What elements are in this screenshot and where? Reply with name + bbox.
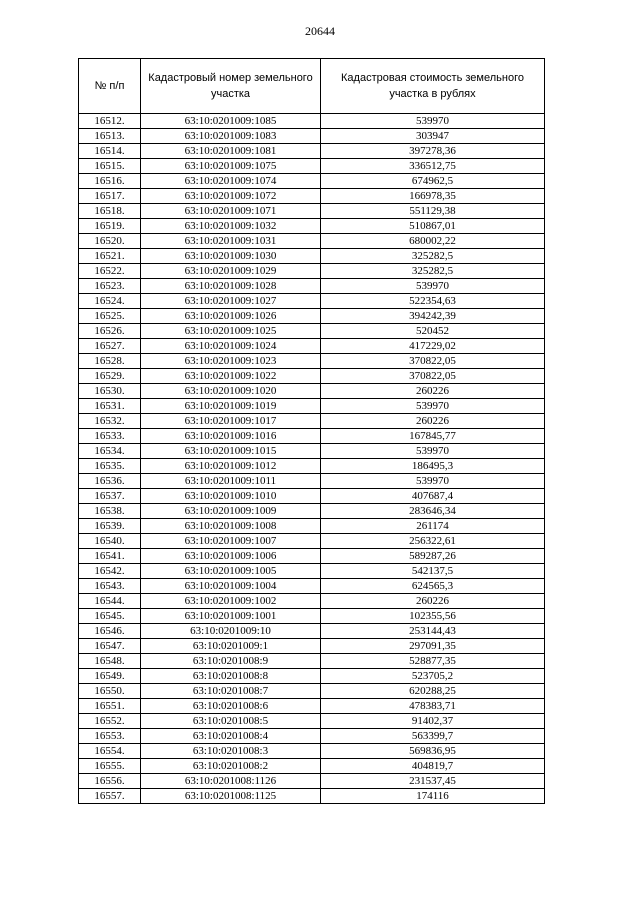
table-row <box>79 624 545 639</box>
cadastral-number-cell: 63:10:0201009:1015 <box>141 444 321 459</box>
cadastral-number-cell: 63:10:0201009:1083 <box>141 129 321 144</box>
table-row <box>79 339 545 354</box>
table-body <box>79 114 545 804</box>
cadastral-number-cell: 63:10:0201009:1027 <box>141 294 321 309</box>
table-row <box>79 609 545 624</box>
header-row <box>79 59 545 114</box>
cadastral-value-cell: 303947 <box>321 129 545 144</box>
row-number-cell: 16544. <box>79 594 141 609</box>
row-number-cell: 16538. <box>79 504 141 519</box>
cadastral-value-cell: 624565,3 <box>321 579 545 594</box>
cadastral-number-cell: 63:10:0201009:1030 <box>141 249 321 264</box>
cadastral-value-cell: 551129,38 <box>321 204 545 219</box>
cadastral-value-cell: 523705,2 <box>321 669 545 684</box>
cadastral-number-cell: 63:10:0201009:1002 <box>141 594 321 609</box>
row-number-cell: 16528. <box>79 354 141 369</box>
cadastral-value-table <box>78 58 545 804</box>
row-number-cell: 16551. <box>79 699 141 714</box>
cadastral-number-cell: 63:10:0201009:1074 <box>141 174 321 189</box>
cadastral-value-cell: 253144,43 <box>321 624 545 639</box>
cadastral-value-cell: 260226 <box>321 414 545 429</box>
row-number-cell: 16521. <box>79 249 141 264</box>
table-row <box>79 474 545 489</box>
cadastral-number-cell: 63:10:0201009:1001 <box>141 609 321 624</box>
cadastral-value-cell: 370822,05 <box>321 369 545 384</box>
cadastral-value-cell: 231537,45 <box>321 774 545 789</box>
row-number-cell: 16527. <box>79 339 141 354</box>
table-row <box>79 684 545 699</box>
table-row <box>79 324 545 339</box>
header-cadastral-value: Кадастровая стоимость земельного участка в рублях <box>321 59 545 114</box>
row-number-cell: 16517. <box>79 189 141 204</box>
cadastral-number-cell: 63:10:0201008:1125 <box>141 789 321 804</box>
table-row <box>79 249 545 264</box>
row-number-cell: 16537. <box>79 489 141 504</box>
cadastral-value-cell: 417229,02 <box>321 339 545 354</box>
row-number-cell: 16515. <box>79 159 141 174</box>
cadastral-value-cell: 256322,61 <box>321 534 545 549</box>
row-number-cell: 16553. <box>79 729 141 744</box>
cadastral-number-cell: 63:10:0201008:1126 <box>141 774 321 789</box>
table-row <box>79 549 545 564</box>
table-header <box>79 59 545 114</box>
row-number-cell: 16552. <box>79 714 141 729</box>
cadastral-value-cell: 539970 <box>321 399 545 414</box>
cadastral-number-cell: 63:10:0201008:2 <box>141 759 321 774</box>
cadastral-value-cell: 336512,75 <box>321 159 545 174</box>
cadastral-number-cell: 63:10:0201009:1072 <box>141 189 321 204</box>
table-row <box>79 129 545 144</box>
row-number-cell: 16512. <box>79 114 141 129</box>
cadastral-value-cell: 260226 <box>321 384 545 399</box>
table-row <box>79 459 545 474</box>
cadastral-number-cell: 63:10:0201009:1010 <box>141 489 321 504</box>
row-number-cell: 16524. <box>79 294 141 309</box>
table-row <box>79 759 545 774</box>
table-row <box>79 594 545 609</box>
cadastral-value-cell: 539970 <box>321 114 545 129</box>
cadastral-number-cell: 63:10:0201009:1085 <box>141 114 321 129</box>
row-number-cell: 16533. <box>79 429 141 444</box>
cadastral-value-cell: 539970 <box>321 474 545 489</box>
table-row <box>79 219 545 234</box>
cadastral-value-cell: 620288,25 <box>321 684 545 699</box>
cadastral-value-cell: 528877,35 <box>321 654 545 669</box>
cadastral-number-cell: 63:10:0201009:1007 <box>141 534 321 549</box>
page-number: 20644 <box>305 24 335 38</box>
cadastral-number-cell: 63:10:0201009:1029 <box>141 264 321 279</box>
table-row <box>79 789 545 804</box>
table-row <box>79 519 545 534</box>
cadastral-value-cell: 674962,5 <box>321 174 545 189</box>
table-row <box>79 189 545 204</box>
cadastral-value-cell: 261174 <box>321 519 545 534</box>
cadastral-number-cell: 63:10:0201009:1005 <box>141 564 321 579</box>
table-row <box>79 399 545 414</box>
cadastral-value-cell: 520452 <box>321 324 545 339</box>
table-row <box>79 429 545 444</box>
table-row <box>79 639 545 654</box>
table-row <box>79 144 545 159</box>
cadastral-number-cell: 63:10:0201009:1071 <box>141 204 321 219</box>
cadastral-value-cell: 260226 <box>321 594 545 609</box>
cadastral-value-cell: 563399,7 <box>321 729 545 744</box>
cadastral-number-cell: 63:10:0201009:1017 <box>141 414 321 429</box>
cadastral-value-cell: 370822,05 <box>321 354 545 369</box>
cadastral-number-cell: 63:10:0201009:10 <box>141 624 321 639</box>
table-row <box>79 489 545 504</box>
cadastral-value-cell: 174116 <box>321 789 545 804</box>
table-row <box>79 579 545 594</box>
table-row <box>79 369 545 384</box>
table-row <box>79 534 545 549</box>
row-number-cell: 16530. <box>79 384 141 399</box>
cadastral-number-cell: 63:10:0201009:1023 <box>141 354 321 369</box>
cadastral-value-cell: 283646,34 <box>321 504 545 519</box>
cadastral-number-cell: 63:10:0201009:1024 <box>141 339 321 354</box>
table-row <box>79 714 545 729</box>
table-row <box>79 774 545 789</box>
cadastral-number-cell: 63:10:0201009:1081 <box>141 144 321 159</box>
cadastral-value-cell: 325282,5 <box>321 264 545 279</box>
cadastral-number-cell: 63:10:0201009:1008 <box>141 519 321 534</box>
cadastral-number-cell: 63:10:0201008:8 <box>141 669 321 684</box>
row-number-cell: 16536. <box>79 474 141 489</box>
table-row <box>79 114 545 129</box>
cadastral-value-cell: 102355,56 <box>321 609 545 624</box>
cadastral-value-cell: 325282,5 <box>321 249 545 264</box>
cadastral-number-cell: 63:10:0201009:1022 <box>141 369 321 384</box>
cadastral-number-cell: 63:10:0201009:1016 <box>141 429 321 444</box>
row-number-cell: 16556. <box>79 774 141 789</box>
row-number-cell: 16523. <box>79 279 141 294</box>
table-row <box>79 204 545 219</box>
cadastral-value-cell: 680002,22 <box>321 234 545 249</box>
row-number-cell: 16520. <box>79 234 141 249</box>
cadastral-value-cell: 397278,36 <box>321 144 545 159</box>
row-number-cell: 16555. <box>79 759 141 774</box>
cadastral-value-cell: 394242,39 <box>321 309 545 324</box>
row-number-cell: 16543. <box>79 579 141 594</box>
cadastral-value-cell: 478383,71 <box>321 699 545 714</box>
table-row <box>79 654 545 669</box>
cadastral-value-cell: 569836,95 <box>321 744 545 759</box>
table-row <box>79 729 545 744</box>
row-number-cell: 16514. <box>79 144 141 159</box>
cadastral-value-cell: 539970 <box>321 444 545 459</box>
row-number-cell: 16526. <box>79 324 141 339</box>
cadastral-value-cell: 407687,4 <box>321 489 545 504</box>
cadastral-number-cell: 63:10:0201008:5 <box>141 714 321 729</box>
row-number-cell: 16539. <box>79 519 141 534</box>
cadastral-number-cell: 63:10:0201009:1019 <box>141 399 321 414</box>
cadastral-number-cell: 63:10:0201009:1004 <box>141 579 321 594</box>
row-number-cell: 16534. <box>79 444 141 459</box>
cadastral-number-cell: 63:10:0201008:7 <box>141 684 321 699</box>
cadastral-value-cell: 539970 <box>321 279 545 294</box>
row-number-cell: 16542. <box>79 564 141 579</box>
cadastral-number-cell: 63:10:0201009:1009 <box>141 504 321 519</box>
cadastral-number-cell: 63:10:0201008:6 <box>141 699 321 714</box>
table-row <box>79 444 545 459</box>
cadastral-value-cell: 91402,37 <box>321 714 545 729</box>
row-number-cell: 16513. <box>79 129 141 144</box>
row-number-cell: 16557. <box>79 789 141 804</box>
cadastral-number-cell: 63:10:0201009:1012 <box>141 459 321 474</box>
table-row <box>79 384 545 399</box>
cadastral-number-cell: 63:10:0201009:1075 <box>141 159 321 174</box>
row-number-cell: 16550. <box>79 684 141 699</box>
table-row <box>79 414 545 429</box>
table-row <box>79 174 545 189</box>
table-row <box>79 699 545 714</box>
cadastral-value-cell: 404819,7 <box>321 759 545 774</box>
cadastral-number-cell: 63:10:0201009:1026 <box>141 309 321 324</box>
cadastral-number-cell: 63:10:0201009:1031 <box>141 234 321 249</box>
cadastral-number-cell: 63:10:0201009:1020 <box>141 384 321 399</box>
cadastral-value-cell: 167845,77 <box>321 429 545 444</box>
table-row <box>79 294 545 309</box>
cadastral-number-cell: 63:10:0201009:1011 <box>141 474 321 489</box>
row-number-cell: 16548. <box>79 654 141 669</box>
row-number-cell: 16518. <box>79 204 141 219</box>
row-number-cell: 16554. <box>79 744 141 759</box>
row-number-cell: 16516. <box>79 174 141 189</box>
cadastral-value-cell: 297091,35 <box>321 639 545 654</box>
table-row <box>79 234 545 249</box>
cadastral-number-cell: 63:10:0201009:1028 <box>141 279 321 294</box>
row-number-cell: 16519. <box>79 219 141 234</box>
cadastral-value-cell: 166978,35 <box>321 189 545 204</box>
table-row <box>79 564 545 579</box>
table-row <box>79 744 545 759</box>
row-number-cell: 16531. <box>79 399 141 414</box>
header-cadastral-number: Кадастровый номер земельного участка <box>141 59 321 114</box>
cadastral-number-cell: 63:10:0201009:1 <box>141 639 321 654</box>
cadastral-number-cell: 63:10:0201009:1006 <box>141 549 321 564</box>
row-number-cell: 16529. <box>79 369 141 384</box>
table-row <box>79 354 545 369</box>
row-number-cell: 16525. <box>79 309 141 324</box>
cadastral-number-cell: 63:10:0201008:4 <box>141 729 321 744</box>
table-row <box>79 159 545 174</box>
table-row <box>79 669 545 684</box>
table-row <box>79 504 545 519</box>
row-number-cell: 16541. <box>79 549 141 564</box>
cadastral-value-cell: 522354,63 <box>321 294 545 309</box>
row-number-cell: 16522. <box>79 264 141 279</box>
cadastral-value-cell: 510867,01 <box>321 219 545 234</box>
row-number-cell: 16546. <box>79 624 141 639</box>
header-row-number: № п/п <box>79 59 141 114</box>
row-number-cell: 16549. <box>79 669 141 684</box>
cadastral-value-cell: 589287,26 <box>321 549 545 564</box>
row-number-cell: 16545. <box>79 609 141 624</box>
table-row <box>79 309 545 324</box>
row-number-cell: 16535. <box>79 459 141 474</box>
row-number-cell: 16532. <box>79 414 141 429</box>
cadastral-number-cell: 63:10:0201008:3 <box>141 744 321 759</box>
cadastral-number-cell: 63:10:0201009:1025 <box>141 324 321 339</box>
cadastral-value-cell: 542137,5 <box>321 564 545 579</box>
row-number-cell: 16547. <box>79 639 141 654</box>
cadastral-number-cell: 63:10:0201008:9 <box>141 654 321 669</box>
table-row <box>79 279 545 294</box>
row-number-cell: 16540. <box>79 534 141 549</box>
table-row <box>79 264 545 279</box>
cadastral-value-cell: 186495,3 <box>321 459 545 474</box>
cadastral-number-cell: 63:10:0201009:1032 <box>141 219 321 234</box>
